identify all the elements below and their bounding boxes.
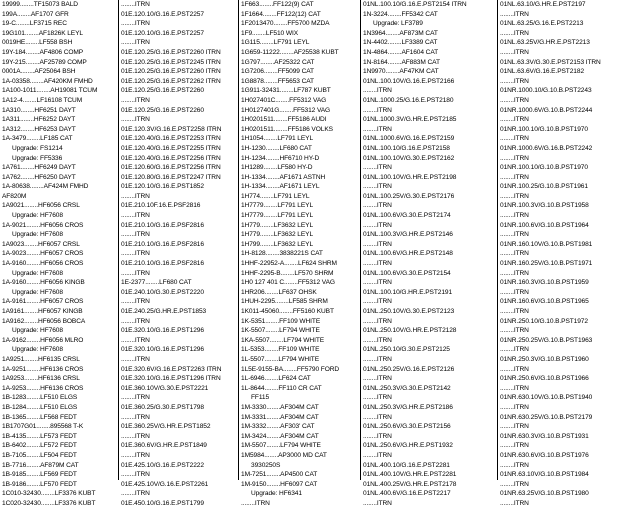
catalog-entry: 1A100-1011........AH19081 TCUM [2, 87, 98, 95]
catalog-entry: Upgrade: FF5336 [12, 154, 63, 162]
catalog-entry: 01NR.250.6V/G.10.B.PST1966 [500, 375, 589, 383]
catalog-entry: 1A9021........HF6056 CRSL [2, 202, 80, 210]
catalog-entry: ........ITRN [121, 432, 150, 440]
catalog-entry: 1A12-4........LF16108 TCUM [2, 96, 83, 104]
catalog-column-4 [361, 0, 498, 507]
catalog-entry: 1H0127401G........FF5312 VAG [241, 106, 331, 114]
catalog-entry: 01E.425.10V/G.16.E.PST2261 [121, 480, 209, 488]
catalog-entry: 1A-9023........HF6057 CROS [2, 250, 84, 258]
catalog-entry: 01E.240.10/G.30.E.PST2220 [121, 288, 204, 296]
catalog-entry: 1A9253........HF6136 CRSL [2, 375, 80, 383]
catalog-entry: 01NR.100.10/G.10.B.PST1970 [500, 125, 588, 133]
catalog-entry: 01E.425.10/G.16.E.PST2222 [121, 461, 204, 469]
catalog-entry: ........ITRN [121, 471, 150, 479]
catalog-entry: ........ITRN [363, 336, 392, 344]
catalog-entry: 1M-5507........LF794 WHITE [241, 442, 321, 450]
catalog-entry: ........ITRN [500, 480, 529, 488]
catalog-entry: ........ITRN [500, 135, 529, 143]
catalog-entry: 01NL.100.10V/G.HR.E.PST2198 [363, 173, 457, 181]
catalog-entry: 1A-9253........HF6136 CROS [2, 384, 84, 392]
catalog-entry: 01NR.63.25V/G.10.B.PST1980 [500, 490, 589, 498]
catalog-entry: 01NL.100.6V/G.HR.E.PST2148 [363, 250, 453, 258]
catalog-entry: 1B-1284........LF510 ELGS [2, 403, 78, 411]
catalog-entry: 1M-7251........AP4500 CAT [241, 471, 318, 479]
catalog-entry: ........ITRN [500, 308, 529, 315]
catalog-entry: ........ITRN [363, 202, 392, 210]
catalog-entry: ........ITRN [363, 432, 392, 440]
catalog-entry: ........ITRN [500, 327, 529, 335]
catalog-entry: 01E.120.3V/G.16.E.PST2258 ITRN [121, 125, 222, 133]
catalog-entry: ........ITRN [500, 212, 529, 220]
catalog-entry: 1M5984........AP3000 MD CAT [241, 451, 327, 459]
catalog-entry: ........ITRN [500, 29, 529, 37]
catalog-entry: 1A9023........HF6057 CRSL [2, 240, 80, 248]
catalog-entry: 01E.120.40/G.16.E.PST2256 ITRN [121, 154, 221, 162]
catalog-entry: 01NR.160.6V/G.10.B.PST1965 [500, 298, 589, 306]
catalog-entry: 01NL.100.10V/G.30.E.PST2162 [363, 154, 455, 162]
catalog-entry: 01E.120.25/G.16.E.PST2262 ITRN [121, 77, 221, 85]
catalog-entry: 01NL.1000.6V/G.16.E.PST2159 [363, 135, 455, 143]
catalog-entry: ........ITRN [121, 250, 150, 258]
catalog-entry: 1A9161........HF6057 KINGB [2, 308, 83, 315]
catalog-entry: Upgrade: HF7608 [12, 346, 63, 354]
catalog-entry: 1M-3332........AF303' CAT [241, 423, 315, 431]
catalog-entry: 1A-80638........AF424M FMHD [2, 183, 89, 191]
catalog-entry: 01E.120.10/G.16.E.PST2257 [121, 29, 204, 37]
catalog-entry: 1G8878........FF5653 CAT [241, 77, 314, 85]
catalog-entry: 1N-3224........FF5342 CAT [363, 10, 438, 18]
catalog-entry: 1HHF-22952-A........LF624 SHRM [241, 260, 337, 268]
catalog-entry: 01NR.100.25/G.10.B.PST1961 [500, 183, 588, 191]
catalog-entry: 1B-6402........LF572 FEDT [2, 442, 77, 450]
catalog-entry: ........ITRN [121, 212, 150, 220]
catalog-entry: 01E.210.10F.16.E.PSF2816 [121, 202, 201, 210]
catalog-entry: 1H1289........LF580 HY-D [241, 164, 313, 172]
catalog-entry: 1H799........LF3632 LEYL [241, 240, 314, 248]
catalog-entry: 1G797........AF25322 CAT [241, 58, 315, 66]
catalog-entry: 01E.120.80/G.16.E.PST2247 ITRN [121, 173, 221, 181]
catalog-entry: 01NR.630.6V/G.10.B.PST1976 [500, 451, 589, 459]
catalog-entry: 3930250S [251, 461, 281, 469]
catalog-entry: AF820M [2, 192, 27, 200]
catalog-entry: 01E.320.10/G.16.E.PST1296 [121, 346, 204, 354]
catalog-entry: 1H-1334........AF1671 ASTNH [241, 173, 326, 181]
catalog-entry: ........ITRN [121, 490, 150, 498]
catalog-entry: 1HHF-2295-B........LF570 SHRM [241, 269, 334, 277]
catalog-entry: ........ITRN [500, 250, 529, 258]
catalog-entry: ........ITRN [363, 413, 392, 421]
catalog-entry: 01NR.1000.10/G.10.B.PST2243 [500, 87, 592, 95]
catalog-entry: 1B-7716........AF879M CAT [2, 461, 79, 469]
catalog-entry: ........ITRN [121, 20, 150, 28]
catalog-entry: 01NL.250.6V/G.HR.E.PST1932 [363, 442, 453, 450]
catalog-entry: 01NL.100.10/G.16.E.PST2154 ITRN [363, 1, 467, 8]
catalog-entry: 01NL.250.10/G.30.E.PST2125 [363, 346, 450, 354]
catalog-entry: 01NR.250.10/G.10.B.PST1972 [500, 317, 588, 325]
catalog-entry: FF115 [251, 394, 270, 402]
catalog-entry: ........ITRN [500, 116, 529, 124]
catalog-entry: ........ITRN [121, 317, 150, 325]
catalog-entry: 1G115........LF791 LEYL [241, 39, 310, 47]
catalog-entry: 01NL.100.10/G.HR.E.PST2191 [363, 288, 453, 296]
catalog-entry: Upgrade: LF3789 [373, 20, 423, 28]
catalog-entry: 01E.120.25/G.16.E.PST2260 ITRN [121, 48, 221, 56]
catalog-entry: 19Y-184........AF4806 COMP [2, 48, 84, 56]
catalog-entry: ........ITRN [121, 116, 150, 124]
catalog-entry: ........ITRN [500, 48, 529, 56]
catalog-entry: 1L-5353........FF109 WHITE [241, 346, 320, 354]
catalog-entry: ........ITRN [121, 231, 150, 239]
catalog-entry: ........ITRN [363, 499, 392, 507]
catalog-entry: ........ITRN [500, 173, 529, 181]
catalog-entry: 1L-5507........LF794 WHITE [241, 355, 320, 363]
catalog-entry: 1HUH-2295........LF585 SHRM [241, 298, 328, 306]
catalog-entry: ........ITRN [363, 164, 392, 172]
catalog-entry: Upgrade: HF7608 [12, 231, 63, 239]
catalog-entry: 1A9162........HF6056 BOBCA [2, 317, 86, 325]
catalog-entry: 01E.320.10/G.16.E.PST1296 ITRN [121, 375, 221, 383]
catalog-entry: 1B-9185........LF569 FEDT [2, 471, 77, 479]
catalog-entry: 1A-9162........HF6056 MLRO [2, 336, 84, 344]
catalog-entry: 19G101........AF1826K LEYL [2, 29, 83, 37]
catalog-entry: 1A-9021........HF6056 CROS [2, 221, 84, 229]
catalog-entry: 01NL.63.25/G.16.E.PST2213 [500, 20, 584, 28]
catalog-entry: ........ITRN [363, 240, 392, 248]
catalog-entry: 1K011-45060........FF5160 KUBT [241, 308, 334, 315]
catalog-entry: ........ITRN [363, 87, 392, 95]
catalog-entry: 1E-2377........LF680 CAT [121, 279, 192, 287]
catalog-entry: 01E.120.40/G.16.E.PST2253 ITRN [121, 135, 221, 143]
catalog-column-1 [0, 0, 119, 507]
catalog-entry: 1H-8128........3838221S CAT [241, 250, 323, 258]
catalog-entry: 1G659-11222........AF25538 KUBT [241, 48, 339, 56]
catalog-entry: 1N9970........AF47KM CAT [363, 68, 439, 76]
catalog-entry: 01NR.630.25V/G.10.B.PST2179 [500, 413, 593, 421]
catalog-entry: ........ITRN [121, 413, 150, 421]
catalog-entry: ........ITRN [121, 355, 150, 363]
catalog-entry: 01NL.1000.3V/G.HR.E.PST2185 [363, 116, 457, 124]
catalog-entry: 1F1664........FF122(12) CAT [241, 10, 321, 18]
catalog-entry: 1C020-32430........LF3376 KUBT [2, 499, 96, 507]
catalog-column-3 [239, 0, 361, 507]
catalog-entry: 01NR.630.10V/G.10.B.PST1940 [500, 394, 593, 402]
catalog-entry: 1A-9161........HF6057 CROS [2, 298, 84, 306]
catalog-entry: 01E.360.25V/G.HR.E.PST1852 [121, 423, 211, 431]
catalog-entry: ........ITRN [500, 365, 529, 373]
catalog-entry: ........ITRN [500, 154, 529, 162]
catalog-entry: 01NL.63.3V/G.30.E.PST2153 ITRN [500, 58, 601, 66]
catalog-entry: 1KA-5507........LF794 WHITE [241, 336, 325, 344]
catalog-entry: 01NR.160.25V/G.10.B.PST1971 [500, 260, 593, 268]
catalog-entry: 1B-1283........LF510 ELGS [2, 394, 78, 402]
catalog-entry: 01NL.100.6V/G.30.E.PST2174 [363, 212, 451, 220]
catalog-entry: 01NL.250.6V/G.30.E.PST2156 [363, 423, 451, 431]
catalog-entry: 1N-4864........AF1604 CAT [363, 48, 439, 56]
catalog-entry: 199A........AF1707 GFR [2, 10, 69, 18]
catalog-entry: 01E.320.6V/G.16.E.PST2263 ITRN [121, 365, 222, 373]
catalog-entry: 1HR206........LF637 OHSK [241, 288, 317, 296]
catalog-entry: ........ITRN [500, 269, 529, 277]
catalog-entry: ........ITRN [500, 77, 529, 85]
catalog-entry: 01E.360.10V/G.30.E.PST2221 [121, 384, 209, 392]
catalog-entry: 1M-3331........AF304M CAT [241, 413, 319, 421]
catalog-entry: 01E.320.10/G.16.E.PST1296 [121, 327, 204, 335]
catalog-entry: 1A-9160........HF6056 KINGB [2, 279, 85, 287]
catalog-entry: 01NR.100.6V/G.10.B.PST1964 [500, 221, 589, 229]
catalog-entry: Upgrade: HF7608 [12, 212, 63, 220]
catalog-entry: 1A-03358........AF420KM FMHD [2, 77, 93, 85]
catalog-entry: 1A-3479........LF185 CAT [2, 135, 73, 143]
catalog-entry: 1B-7105........LF504 FEDT [2, 451, 77, 459]
catalog-entry: ........ITRN [363, 183, 392, 191]
catalog-entry: 1K-5507........LF794 WHITE [241, 327, 320, 335]
catalog-entry: 1M-3424........AF304M CAT [241, 432, 319, 440]
catalog-entry: 01NL.400.25V/G.HR.E.PST2178 [363, 480, 457, 488]
catalog-entry: 01E.360.6V/G.HR.E.PST1849 [121, 442, 207, 450]
catalog-entry: 1F9........LF510 WIX [241, 29, 298, 37]
catalog-entry: 01E.120.10/G.16.E.PST2257 [121, 10, 204, 18]
catalog-entry: ........ITRN [500, 96, 529, 104]
catalog-entry: 1H774........LF791 LEYL [241, 192, 310, 200]
catalog-entry: 01E.120.25/G.16.E.PST2260 ITRN [121, 68, 221, 76]
catalog-entry: 1A-9251........HF6136 CROS [2, 365, 84, 373]
catalog-entry: 01NL.250.3V/G.30.E.PST2142 [363, 384, 451, 392]
catalog-entry: ........ITRN [121, 394, 150, 402]
catalog-entry: ........ITRN [121, 269, 150, 277]
catalog-entry: ........ITRN [363, 451, 392, 459]
catalog-entry: 01NR.1000.6V/G.16.B.PST2242 [500, 144, 593, 152]
catalog-entry: 01NR.63.10V/G.10.B.PST1984 [500, 471, 589, 479]
catalog-entry: ........ITRN [363, 221, 392, 229]
catalog-entry: 01NR.100.10/G.10.B.PST1970 [500, 164, 588, 172]
catalog-entry: 01E.120.60/G.16.E.PST2256 ITRN [121, 164, 221, 172]
catalog-entry: 1H-1234........HF6710 HY-D [241, 154, 320, 162]
catalog-entry: 1L-8644........FF110 CR CAT [241, 384, 322, 392]
catalog-entry: Upgrade: FS1214 [12, 144, 63, 152]
catalog-entry: ........ITRN [121, 192, 150, 200]
catalog-entry: 1K-5351........FF109 WHITE [241, 317, 321, 325]
catalog-entry: 01NL.400.10V/G.HR.E.PST2281 [363, 471, 457, 479]
catalog-entry: ........ITRN [363, 125, 392, 133]
catalog-entry: 19-C........LF3715 REC [2, 20, 67, 28]
catalog-entry: 01NR.630.3V/G.10.B.PST1931 [500, 432, 589, 440]
catalog-entry: ........ITRN [241, 499, 270, 507]
catalog-entry: 1C010-32430........LF3376 KUBT [2, 490, 96, 498]
catalog-entry: ........ITRN [121, 39, 150, 47]
catalog-entry: 01E.120.10/G.16.E.PST1852 [121, 183, 204, 191]
catalog-entry: ........ITRN [500, 288, 529, 296]
catalog-entry: 1G7206........FF5099 CAT [241, 68, 314, 76]
catalog-entry: ........ITRN [121, 298, 150, 306]
catalog-entry: 1H1054........LF791 LEYL [241, 135, 314, 143]
catalog-entry: 1H027401C........FF5312 VAG [241, 96, 327, 104]
catalog-entry: 01NR.1000.6V/G.10.B.PST2244 [500, 106, 593, 114]
catalog-entry: 1H0201511........FF5186 AUDI [241, 116, 327, 124]
catalog-entry: Upgrade: HF6341 [251, 490, 302, 498]
catalog-entry: Upgrade: HF7608 [12, 327, 63, 335]
catalog-entry: 19Y-215........AF25789 COMP [2, 58, 87, 66]
catalog-entry: 19999........TF15073 BALD [2, 1, 78, 8]
catalog-entry: 01NR.100.3V/G.10.B.PST1958 [500, 202, 589, 210]
catalog-entry: 1A9251........HF6135 CRSL [2, 355, 80, 363]
catalog-entry: 1B1707G01........895568 T-K [2, 423, 84, 431]
catalog-entry: ........ITRN [121, 451, 150, 459]
catalog-entry: ........ITRN [121, 96, 150, 104]
catalog-entry: 1A761........HF6249 DAYT [2, 164, 76, 172]
catalog-entry: 01NL.250.10V/G.HR.E.PST2128 [363, 327, 457, 335]
catalog-entry: 01E.210.10/G.16.E.PSF2816 [121, 260, 204, 268]
catalog-entry: 1F2013470........FF5700 MZDA [241, 20, 330, 28]
catalog-entry: 01E.120.40/G.16.E.PST2255 ITRN [121, 144, 221, 152]
catalog-entry: ........ITRN [500, 499, 529, 507]
catalog-column-5 [498, 0, 640, 507]
catalog-entry: ........ITRN [363, 106, 392, 114]
catalog-entry: 01NL.100.6V/G.30.E.PST2154 [363, 269, 451, 277]
catalog-entry: ........ITRN [363, 394, 392, 402]
catalog-entry: 01NL.250.3V/G.HR.E.PST2186 [363, 403, 453, 411]
catalog-entry: 01NR.250.3V/G.10.B.PST1960 [500, 355, 589, 363]
catalog-entry: 1A311........HF6252 DAYT [2, 116, 76, 124]
catalog-entry: 1N3964........AF873M CAT [363, 29, 438, 37]
catalog-entry: ........ITRN [363, 355, 392, 363]
catalog-entry: 0001A........AF25064 BSH [2, 68, 76, 76]
catalog-entry: ........ITRN [500, 10, 529, 18]
catalog-entry: 01E.450.10/G.16.E.PST1799 [121, 499, 204, 507]
catalog-entry: 1H-1230........LF680 CAT [241, 144, 312, 152]
catalog-entry: 01NL.400.10/G.16.E.PST2281 [363, 461, 450, 469]
catalog-entry: 1H-1334........AF1671 LEYL [241, 183, 320, 191]
catalog-entry: ........ITRN [500, 192, 529, 200]
catalog-entry: Upgrade: HF7608 [12, 269, 63, 277]
catalog-entry: ........ITRN [500, 442, 529, 450]
catalog-entry: ........ITRN [363, 298, 392, 306]
catalog-entry: 01NL.63.10/G.HR.E.PST2197 [500, 1, 586, 8]
catalog-entry: ........ITRN [500, 461, 529, 469]
catalog-entry: 01E.210.10/G.16.E.PSF2816 [121, 221, 204, 229]
catalog-entry: 1A762........HF6250 DAYT [2, 173, 76, 181]
catalog-entry: 01NL.250.25V/G.16.E.PST2126 [363, 365, 455, 373]
catalog-entry: ........ITRN [500, 384, 529, 392]
catalog-entry: 1H779........LF3632 LEYL [241, 231, 314, 239]
catalog-entry: 01NL.63.25V/G.HR.E.PST2213 [500, 39, 590, 47]
catalog-entry: ........ITRN [121, 1, 150, 8]
catalog-entry: 1H0 127 401 C........FF5312 VAG [241, 279, 335, 287]
catalog-entry: 1H779........LF3632 LEYL [241, 221, 314, 229]
catalog-entry: 01NL.400.6V/G.16.E.PST2217 [363, 490, 451, 498]
catalog-entry: 1A310........HF6251 DAYT [2, 106, 76, 114]
catalog-entry: Upgrade: HF7608 [12, 288, 63, 296]
catalog-entry: 01NL.63.6V/G.16.E.PST2182 [500, 68, 585, 76]
catalog-entry: ........ITRN [500, 346, 529, 354]
catalog-entry: 01NR.160.10V/G.10.B.PST1981 [500, 240, 593, 248]
catalog-entry: 0019HE........LF558 BSH [2, 39, 73, 47]
catalog-entry: 01NL.100.10/G.16.E.PST2158 [363, 144, 450, 152]
catalog-entry: 1M-9150........HF6097 CAT [241, 480, 318, 488]
catalog-entry: 01NL.100.25V/G.30.E.PST2176 [363, 192, 455, 200]
catalog-entry: 01E.360.25/G.30.E.PST1798 [121, 403, 204, 411]
catalog-entry: 1F663........FF122(9) CAT [241, 1, 314, 8]
catalog-entry: ........ITRN [500, 423, 529, 431]
catalog-entry: ........ITRN [500, 231, 529, 239]
catalog-entry: 1L5E-9155-BA........FF5790 FORD [241, 365, 340, 373]
catalog-entry: 1N-8164........AF883M CAT [363, 58, 440, 66]
catalog-entry: 1A312........HF6253 DAYT [2, 125, 76, 133]
catalog-entry: 01NR.160.3V/G.10.B.PST1959 [500, 279, 589, 287]
catalog-entry: 1L-6946........LF624 CAT [241, 375, 311, 383]
catalog-entry: 01NL.100.3V/G.HR.E.PST2146 [363, 231, 453, 239]
catalog-entry: 1A-9160........HF6056 CROS [2, 260, 84, 268]
catalog-entry: 1B-4135........LF573 FEDT [2, 432, 77, 440]
catalog-entry: 1H7779........LF791 LEYL [241, 212, 314, 220]
catalog-entry: ........ITRN [363, 317, 392, 325]
catalog-entry: 1N-4402........LF3389 CAT [363, 39, 438, 47]
catalog-entry: 01NL.1000.25/G.16.E.PST2180 [363, 96, 454, 104]
catalog-entry: 1H0201511........FF5186 VOLKS [241, 125, 333, 133]
catalog-entry: 01E.120.25/G.16.E.PST2260 [121, 106, 204, 114]
catalog-entry: 01E.210.10/G.16.E.PSF2816 [121, 240, 204, 248]
catalog-entry: 1M-3330........AF304M CAT [241, 403, 319, 411]
catalog-entry: 1B-9186........LF570 FEDT [2, 480, 77, 488]
catalog-entry: 01NL.100.10V/G.16.E.PST2166 [363, 77, 455, 85]
catalog-entry: 1G911-32431........LF787 KUBT [241, 87, 331, 95]
catalog-entry: 01E.240.25/G.HR.E.PST1853 [121, 308, 207, 315]
catalog-entry: 01E.120.25/G.16.E.PST2245 ITRN [121, 58, 221, 66]
catalog-entry: ........ITRN [363, 375, 392, 383]
catalog-column-2 [119, 0, 239, 507]
catalog-entry: ........ITRN [363, 279, 392, 287]
catalog-entry: 01E.120.25/G.16.E.PST2260 [121, 87, 204, 95]
catalog-entry: ........ITRN [500, 403, 529, 411]
catalog-entry: 01NL.250.10V/G.30.E.PST2123 [363, 308, 455, 315]
catalog-entry: 1B-1365........LF568 FEDT [2, 413, 77, 421]
catalog-entry: 1H7779........LF791 LEYL [241, 202, 314, 210]
catalog-entry: ........ITRN [363, 260, 392, 268]
catalog-entry: ........ITRN [121, 336, 150, 344]
catalog-entry: 01NR.250.25V/G.10.B.PST1963 [500, 336, 593, 344]
